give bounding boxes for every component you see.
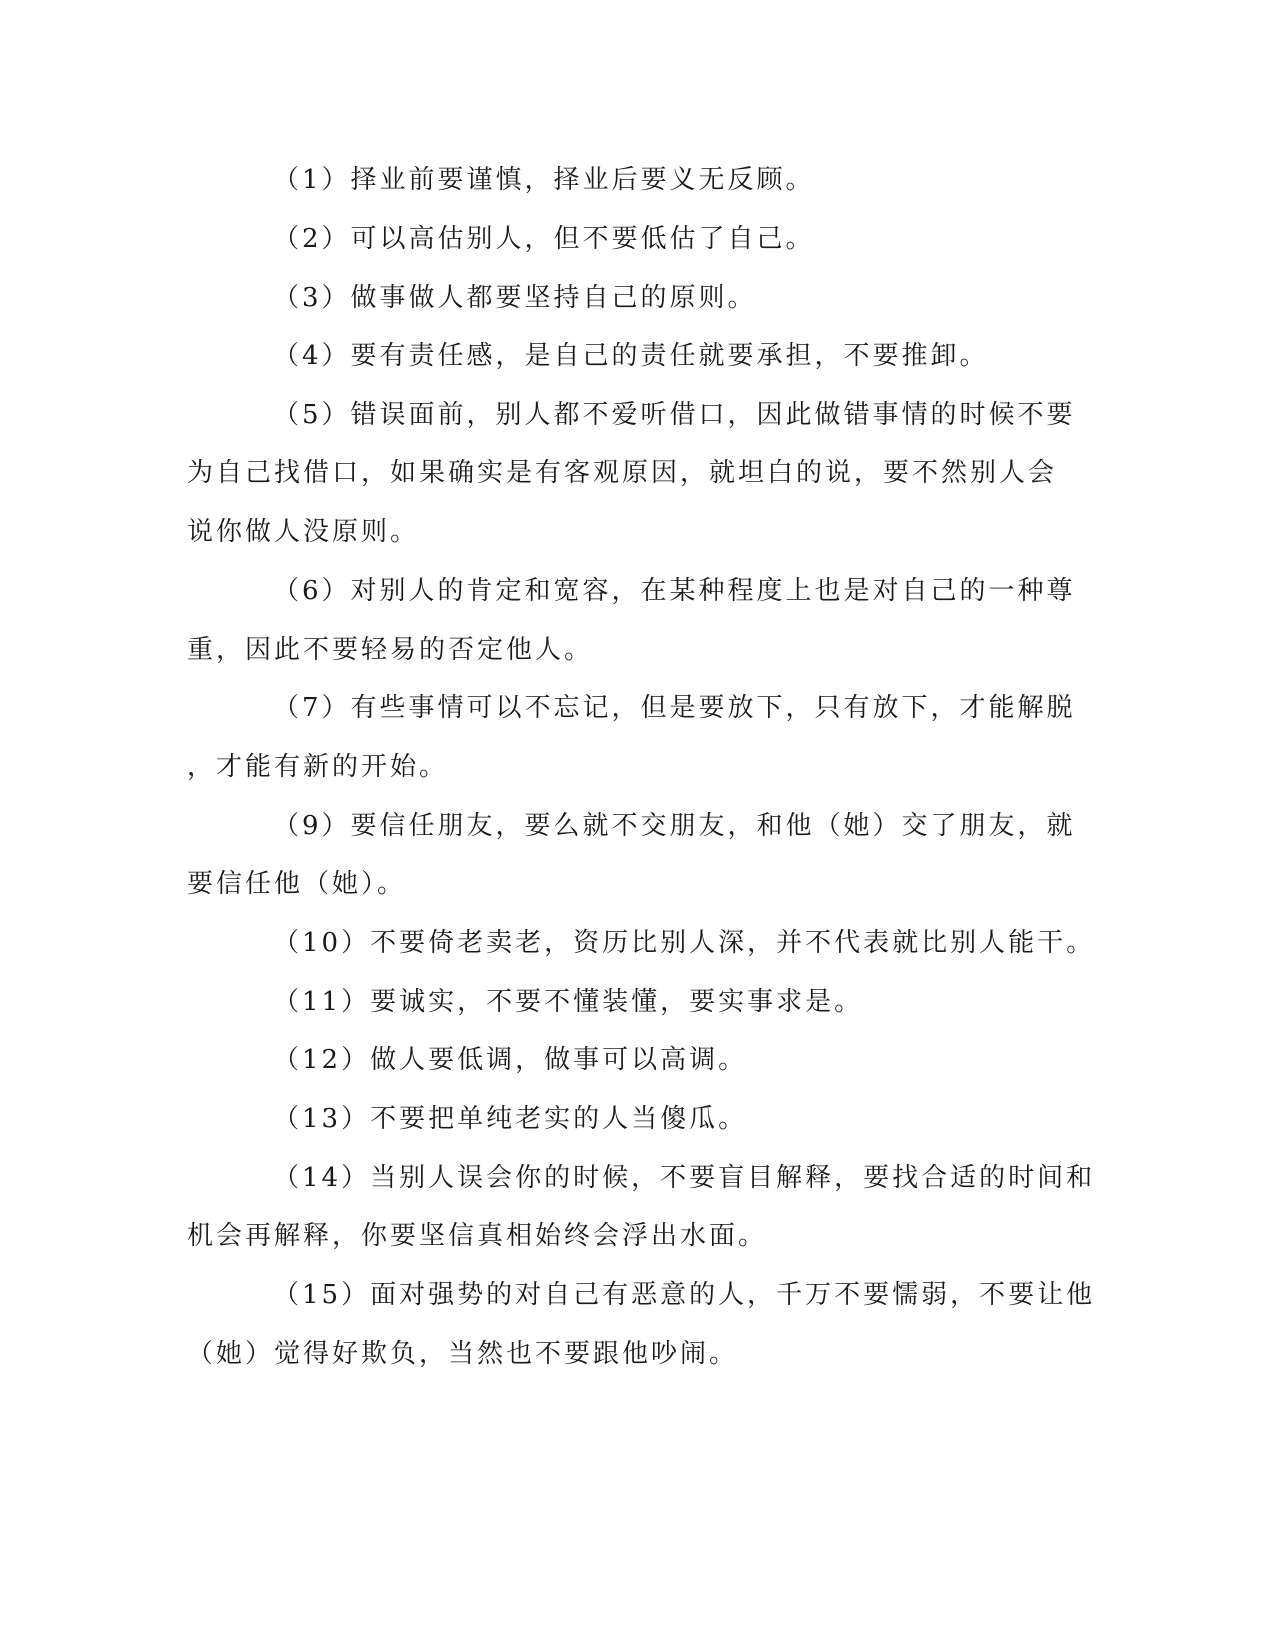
text-line: （她）觉得好欺负，当然也不要跟他吵闹。 bbox=[187, 1339, 739, 1369]
text-line: 说你做人没原则。 bbox=[187, 517, 420, 547]
text-line: （12）做人要低调，做事可以高调。 bbox=[273, 1045, 748, 1075]
text-line: （10）不要倚老卖老，资历比别人深，并不代表就比别人能干。 bbox=[273, 928, 1096, 958]
text-line: （4）要有责任感，是自己的责任就要承担，不要推卸。 bbox=[273, 341, 989, 371]
text-line: 为自己找借口，如果确实是有客观原因，就坦白的说，要不然别人会 bbox=[187, 458, 1058, 488]
text-line: ，才能有新的开始。 bbox=[187, 752, 449, 782]
text-line: （1）择业前要谨慎，择业后要义无反顾。 bbox=[273, 165, 815, 195]
text-line: （7）有些事情可以不忘记，但是要放下，只有放下，才能解脱 bbox=[273, 693, 1076, 723]
text-line: 机会再解释，你要坚信真相始终会浮出水面。 bbox=[187, 1221, 768, 1251]
text-line: （14）当别人误会你的时候，不要盲目解释，要找合适的时间和 bbox=[273, 1163, 1096, 1193]
text-line: （6）对别人的肯定和宽容，在某种程度上也是对自己的一种尊 bbox=[273, 576, 1076, 606]
text-line: （11）要诚实，不要不懂装懂，要实事求是。 bbox=[273, 987, 864, 1017]
text-line: 要信任他（她）。 bbox=[187, 869, 407, 899]
text-line: （15）面对强势的对自己有恶意的人，千万不要懦弱，不要让他 bbox=[273, 1280, 1096, 1310]
text-line: （3）做事做人都要坚持自己的原则。 bbox=[273, 283, 757, 313]
text-line: 重，因此不要轻易的否定他人。 bbox=[187, 635, 594, 665]
text-line: （13）不要把单纯老实的人当傻瓜。 bbox=[273, 1104, 748, 1134]
text-line: （2）可以高估别人，但不要低估了自己。 bbox=[273, 224, 815, 254]
text-line: （9）要信任朋友，要么就不交朋友，和他（她）交了朋友，就 bbox=[273, 811, 1076, 841]
text-line: （5）错误面前，别人都不爱听借口，因此做错事情的时候不要 bbox=[273, 400, 1076, 430]
